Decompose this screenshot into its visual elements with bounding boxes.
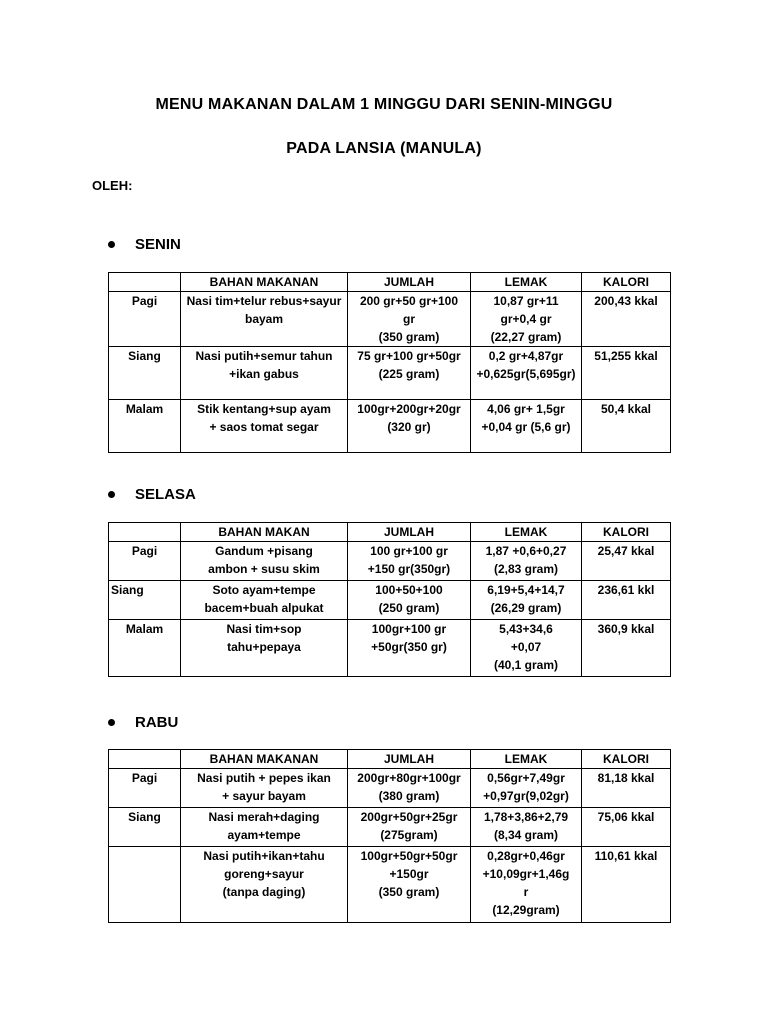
day-heading-rabu bbox=[108, 714, 178, 731]
meal-time-cell: Siang bbox=[109, 347, 181, 400]
food-cell: Nasi putih+ikan+tahu goreng+sayur (tanpa daging) bbox=[181, 847, 348, 923]
fat-cell: 4,06 gr+ 1,5gr +0,04 gr (5,6 gr) bbox=[471, 400, 582, 453]
fat-cell: 10,87 gr+11 gr+0,4 gr (22,27 gram) bbox=[471, 292, 582, 347]
amount-cell: 75 gr+100 gr+50gr (225 gram) bbox=[348, 347, 471, 400]
menu-table-senin bbox=[108, 272, 671, 453]
meal-time-cell: Pagi bbox=[109, 769, 181, 808]
header-cell: LEMAK bbox=[471, 750, 582, 769]
food-cell: Nasi tim+sop tahu+pepaya bbox=[181, 620, 348, 677]
table-row bbox=[109, 542, 671, 581]
menu-table-rabu bbox=[108, 749, 671, 923]
header-cell: JUMLAH bbox=[348, 523, 471, 542]
calorie-cell: 360,9 kkal bbox=[582, 620, 671, 677]
food-cell: Nasi putih+semur tahun +ikan gabus bbox=[181, 347, 348, 400]
food-cell: Stik kentang+sup ayam + saos tomat segar bbox=[181, 400, 348, 453]
meal-time-cell: Siang bbox=[109, 808, 181, 847]
day-label: RABU bbox=[135, 714, 179, 731]
food-cell: Gandum +pisang ambon + susu skim bbox=[181, 542, 348, 581]
table-row bbox=[109, 581, 671, 620]
amount-cell: 100gr+50gr+50gr +150gr (350 gram) bbox=[348, 847, 471, 923]
amount-cell: 200gr+50gr+25gr (275gram) bbox=[348, 808, 471, 847]
fat-cell: 0,56gr+7,49gr +0,97gr(9,02gr) bbox=[471, 769, 582, 808]
table-row bbox=[109, 808, 671, 847]
meal-time-cell: Siang bbox=[109, 581, 181, 620]
table-row bbox=[109, 347, 671, 400]
meal-time-cell bbox=[109, 847, 181, 923]
calorie-cell: 110,61 kkal bbox=[582, 847, 671, 923]
day-heading-senin bbox=[108, 236, 181, 253]
day-heading-selasa bbox=[108, 486, 196, 503]
amount-cell: 100+50+100 (250 gram) bbox=[348, 581, 471, 620]
header-cell: JUMLAH bbox=[348, 750, 471, 769]
meal-time-cell: Malam bbox=[109, 620, 181, 677]
table-row bbox=[109, 769, 671, 808]
page-subtitle: PADA LANSIA (MANULA) bbox=[286, 140, 482, 157]
day-label: SENIN bbox=[135, 236, 181, 253]
food-cell: Nasi tim+telur rebus+sayur bayam bbox=[181, 292, 348, 347]
calorie-cell: 25,47 kkal bbox=[582, 542, 671, 581]
meal-time-cell: Malam bbox=[109, 400, 181, 453]
table-row bbox=[109, 400, 671, 453]
page-title: MENU MAKANAN DALAM 1 MINGGU DARI SENIN-MINGGU bbox=[155, 96, 613, 113]
header-cell: BAHAN MAKANAN bbox=[181, 750, 348, 769]
header-cell bbox=[109, 750, 181, 769]
header-cell: LEMAK bbox=[471, 273, 582, 292]
table-header-row bbox=[109, 750, 671, 769]
header-cell: BAHAN MAKANAN bbox=[181, 273, 348, 292]
fat-cell: 0,2 gr+4,87gr +0,625gr(5,695gr) bbox=[471, 347, 582, 400]
bullet-icon bbox=[108, 491, 115, 498]
fat-cell: 1,87 +0,6+0,27 (2,83 gram) bbox=[471, 542, 582, 581]
table-row bbox=[109, 847, 671, 923]
calorie-cell: 75,06 kkal bbox=[582, 808, 671, 847]
meal-time-cell: Pagi bbox=[109, 292, 181, 347]
calorie-cell: 236,61 kkl bbox=[582, 581, 671, 620]
fat-cell: 5,43+34,6 +0,07 (40,1 gram) bbox=[471, 620, 582, 677]
food-cell: Nasi merah+daging ayam+tempe bbox=[181, 808, 348, 847]
header-cell: LEMAK bbox=[471, 523, 582, 542]
table-header-row bbox=[109, 523, 671, 542]
bullet-icon bbox=[108, 241, 115, 248]
header-cell: KALORI bbox=[582, 273, 671, 292]
header-cell: KALORI bbox=[582, 750, 671, 769]
amount-cell: 100 gr+100 gr +150 gr(350gr) bbox=[348, 542, 471, 581]
header-cell bbox=[109, 523, 181, 542]
table-row bbox=[109, 292, 671, 347]
menu-table-selasa bbox=[108, 522, 671, 677]
amount-cell: 100gr+200gr+20gr (320 gr) bbox=[348, 400, 471, 453]
table-header-row bbox=[109, 273, 671, 292]
day-label: SELASA bbox=[135, 486, 196, 503]
bullet-icon bbox=[108, 719, 115, 726]
author-label: OLEH: bbox=[92, 178, 133, 193]
fat-cell: 6,19+5,4+14,7 (26,29 gram) bbox=[471, 581, 582, 620]
amount-cell: 100gr+100 gr +50gr(350 gr) bbox=[348, 620, 471, 677]
table-row bbox=[109, 620, 671, 677]
header-cell bbox=[109, 273, 181, 292]
calorie-cell: 51,255 kkal bbox=[582, 347, 671, 400]
amount-cell: 200 gr+50 gr+100 gr (350 gram) bbox=[348, 292, 471, 347]
fat-cell: 0,28gr+0,46gr +10,09gr+1,46g r (12,29gram) bbox=[471, 847, 582, 923]
meal-time-cell: Pagi bbox=[109, 542, 181, 581]
food-cell: Soto ayam+tempe bacem+buah alpukat bbox=[181, 581, 348, 620]
header-cell: JUMLAH bbox=[348, 273, 471, 292]
calorie-cell: 50,4 kkal bbox=[582, 400, 671, 453]
amount-cell: 200gr+80gr+100gr (380 gram) bbox=[348, 769, 471, 808]
fat-cell: 1,78+3,86+2,79 (8,34 gram) bbox=[471, 808, 582, 847]
calorie-cell: 200,43 kkal bbox=[582, 292, 671, 347]
header-cell: KALORI bbox=[582, 523, 671, 542]
header-cell: BAHAN MAKAN bbox=[181, 523, 348, 542]
calorie-cell: 81,18 kkal bbox=[582, 769, 671, 808]
food-cell: Nasi putih + pepes ikan + sayur bayam bbox=[181, 769, 348, 808]
